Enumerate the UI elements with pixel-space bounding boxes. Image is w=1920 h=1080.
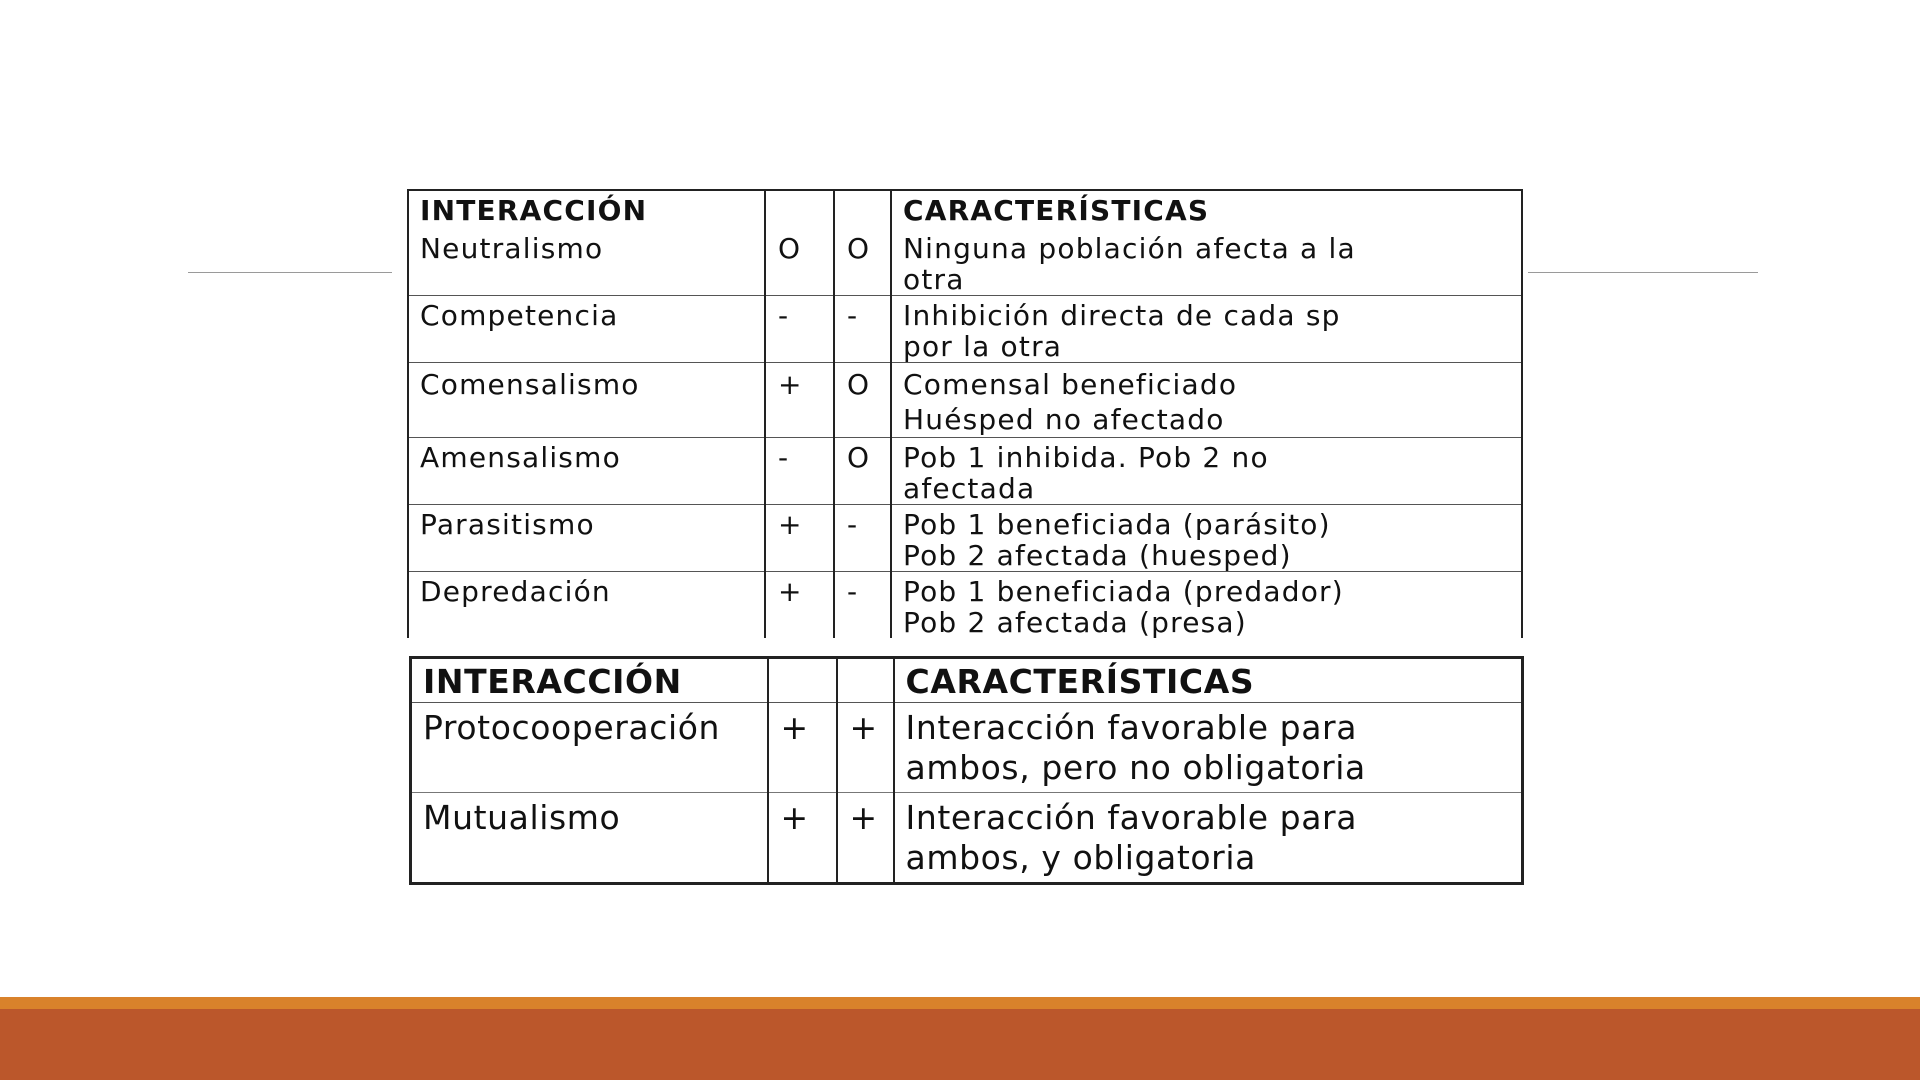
species2-effect: O (834, 229, 891, 296)
interactions-table (407, 189, 1523, 638)
table-header-row (408, 190, 1522, 229)
characteristics-line: Pob 2 afectada (presa) (903, 606, 1247, 638)
interaction-name: Parasitismo (408, 505, 765, 572)
species2-effect: O (834, 438, 891, 505)
characteristics-line: Interacción favorable para (905, 798, 1358, 837)
characteristics-line: Pob 2 afectada (huesped) (903, 539, 1292, 572)
characteristics-line: Inhibición directa de cada sp (903, 299, 1341, 332)
characteristics-cell (891, 363, 1522, 438)
characteristics-line: otra (903, 263, 965, 296)
table-row (408, 363, 1522, 438)
footer-band (0, 1009, 1920, 1080)
characteristics-cell (891, 505, 1522, 572)
characteristics-header: CARACTERÍSTICAS (891, 190, 1522, 229)
decorative-rule-right (1528, 272, 1758, 273)
species1-effect: + (765, 505, 834, 572)
interaction-header: INTERACCIÓN (408, 190, 765, 229)
table-row (411, 703, 1523, 793)
characteristics-line: Pob 1 beneficiada (predador) (903, 575, 1344, 608)
table-row (411, 793, 1523, 884)
interaction-name: Comensalismo (408, 363, 765, 438)
characteristics-line: por la otra (903, 330, 1063, 363)
characteristics-line: Pob 1 beneficiada (parásito) (903, 508, 1331, 541)
table-row (408, 572, 1522, 639)
interaction-name: Neutralismo (408, 229, 765, 296)
characteristics-line: Ninguna población afecta a la (903, 232, 1356, 265)
interaction-name: Protocooperación (411, 703, 768, 793)
characteristics-cell (891, 438, 1522, 505)
characteristics-line: Interacción favorable para (905, 708, 1358, 747)
characteristics-cell (894, 703, 1523, 793)
table-row (408, 229, 1522, 296)
interaction-name: Depredación (408, 572, 765, 639)
table-row (408, 438, 1522, 505)
interaction-name: Mutualismo (411, 793, 768, 884)
table-row (408, 505, 1522, 572)
species1-effect: - (765, 438, 834, 505)
table-header-row (411, 658, 1523, 703)
species1-effect: + (765, 363, 834, 438)
species2-effect: - (834, 296, 891, 363)
characteristics-header: CARACTERÍSTICAS (894, 658, 1523, 703)
characteristics-cell (891, 229, 1522, 296)
species1-effect: + (765, 572, 834, 639)
table-row (408, 296, 1522, 363)
species2-effect: O (834, 363, 891, 438)
characteristics-cell (891, 296, 1522, 363)
interaction-name: Competencia (408, 296, 765, 363)
characteristics-line: Comensal beneficiado (903, 368, 1238, 401)
species2-effect: - (834, 572, 891, 639)
interaction-header: INTERACCIÓN (411, 658, 768, 703)
characteristics-line: ambos, pero no obligatoria (905, 748, 1366, 787)
interaction-name: Amensalismo (408, 438, 765, 505)
species2-effect: + (837, 793, 894, 884)
characteristics-cell (894, 793, 1523, 884)
cooperative-interactions-table (409, 656, 1524, 885)
species1-effect: + (768, 793, 837, 884)
decorative-rule-left (188, 272, 392, 273)
characteristics-line: Huésped no afectado (903, 403, 1225, 436)
characteristics-line: ambos, y obligatoria (905, 838, 1256, 877)
characteristics-cell (891, 572, 1522, 639)
species2-effect: - (834, 505, 891, 572)
species1-effect: + (768, 703, 837, 793)
characteristics-line: Pob 1 inhibida. Pob 2 no (903, 441, 1269, 474)
footer-accent-stripe (0, 997, 1920, 1009)
characteristics-line: afectada (903, 472, 1036, 505)
species2-effect: + (837, 703, 894, 793)
species1-effect: O (765, 229, 834, 296)
species1-effect: - (765, 296, 834, 363)
